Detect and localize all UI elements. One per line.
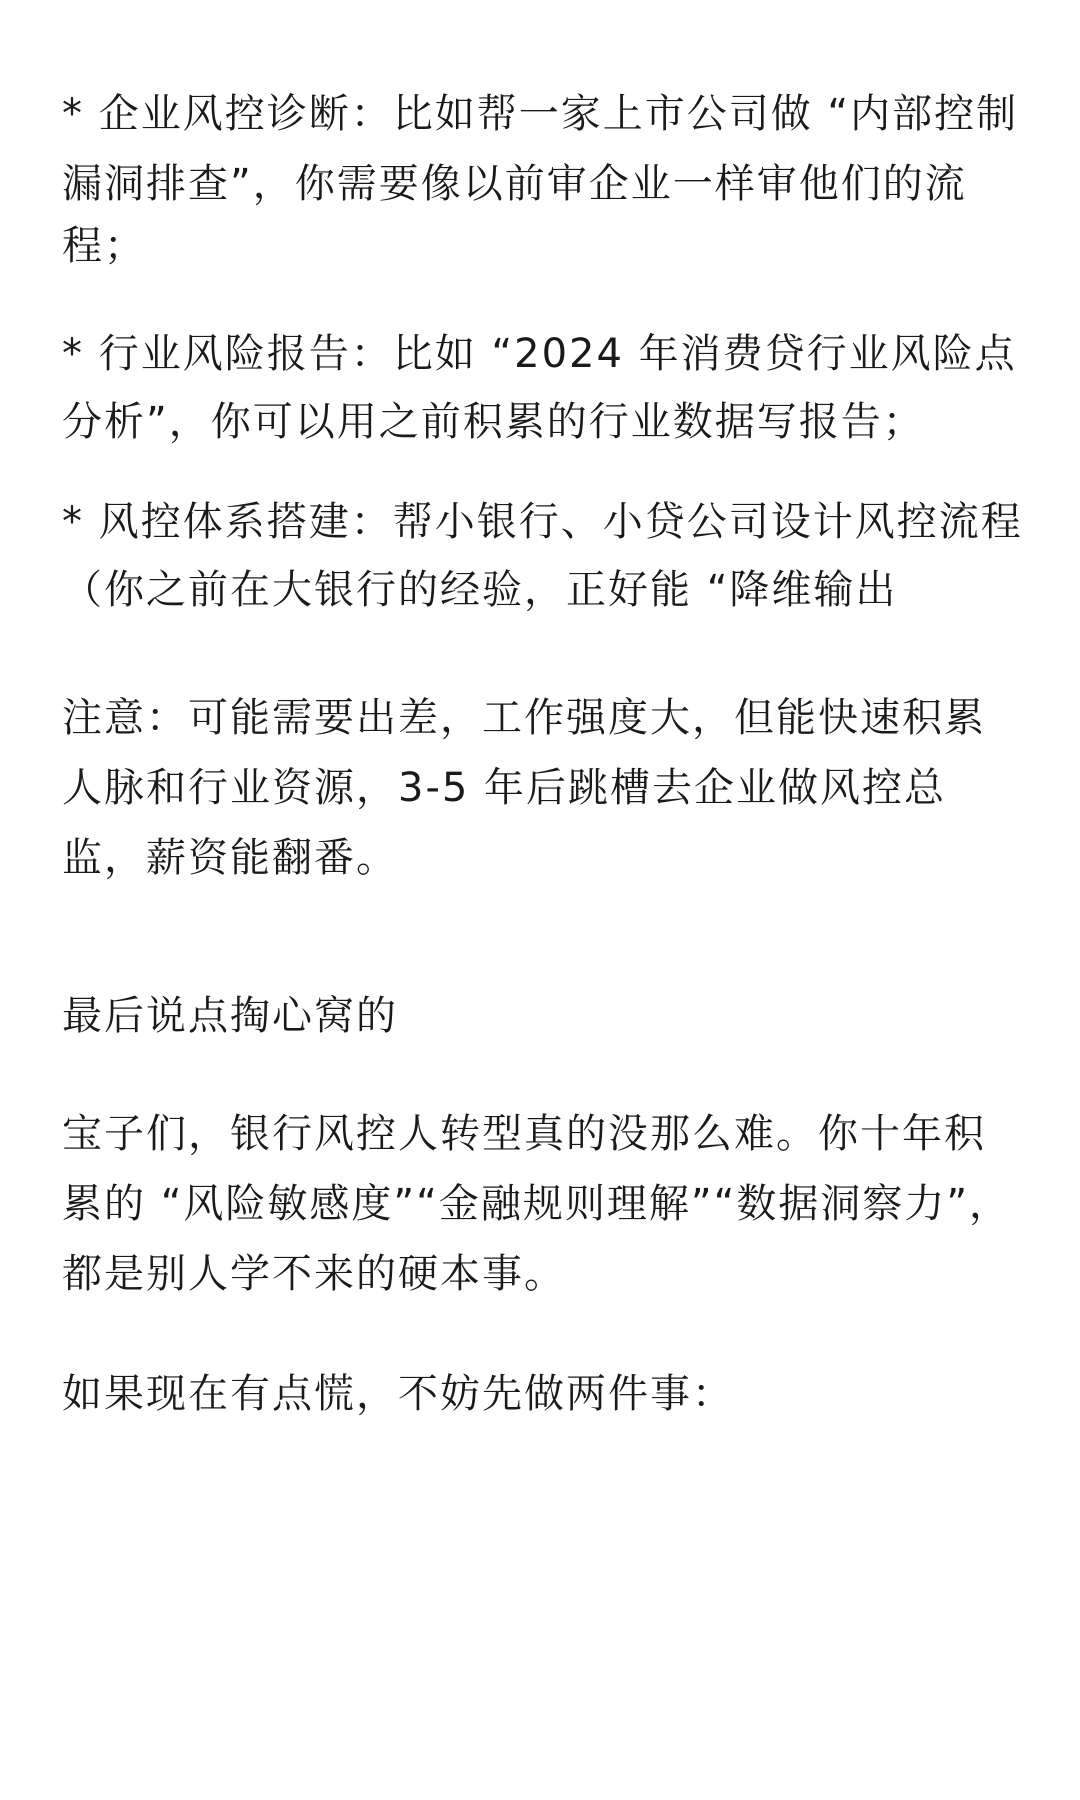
- text-line: 程；: [62, 223, 146, 269]
- text-line: 人脉和行业资源，3-5 年后跳槽去企业做风控总: [62, 765, 947, 811]
- text-line: * 行业风险报告：比如 “2024 年消费贷行业风险点: [62, 331, 1017, 377]
- text-line: 都是别人学不来的硬本事。: [62, 1251, 566, 1297]
- text-line: * 企业风控诊断：比如帮一家上市公司做 “内部控制: [62, 91, 1019, 137]
- text-line: （你之前在大银行的经验，正好能 “降维输出: [62, 567, 898, 613]
- text-line: 注意：可能需要出差，工作强度大，但能快速积累: [62, 695, 986, 741]
- text-line: * 风控体系搭建：帮小银行、小贷公司设计风控流程: [62, 499, 1023, 545]
- text-line: 漏洞排查”，你需要像以前审企业一样审他们的流: [62, 161, 967, 207]
- final-paragraph: 如果现在有点慌，不妨先做两件事：: [62, 1371, 734, 1417]
- text-line: 累的 “风险敏感度”“金融规则理解”“数据洞察力”，: [62, 1181, 1012, 1227]
- text-line: 宝子们，银行风控人转型真的没那么难。你十年积: [62, 1111, 986, 1157]
- text-line: 监，薪资能翻番。: [62, 835, 398, 881]
- text-line: 分析”，你可以用之前积累的行业数据写报告；: [62, 399, 925, 445]
- section-heading: 最后说点掏心窝的: [62, 993, 398, 1039]
